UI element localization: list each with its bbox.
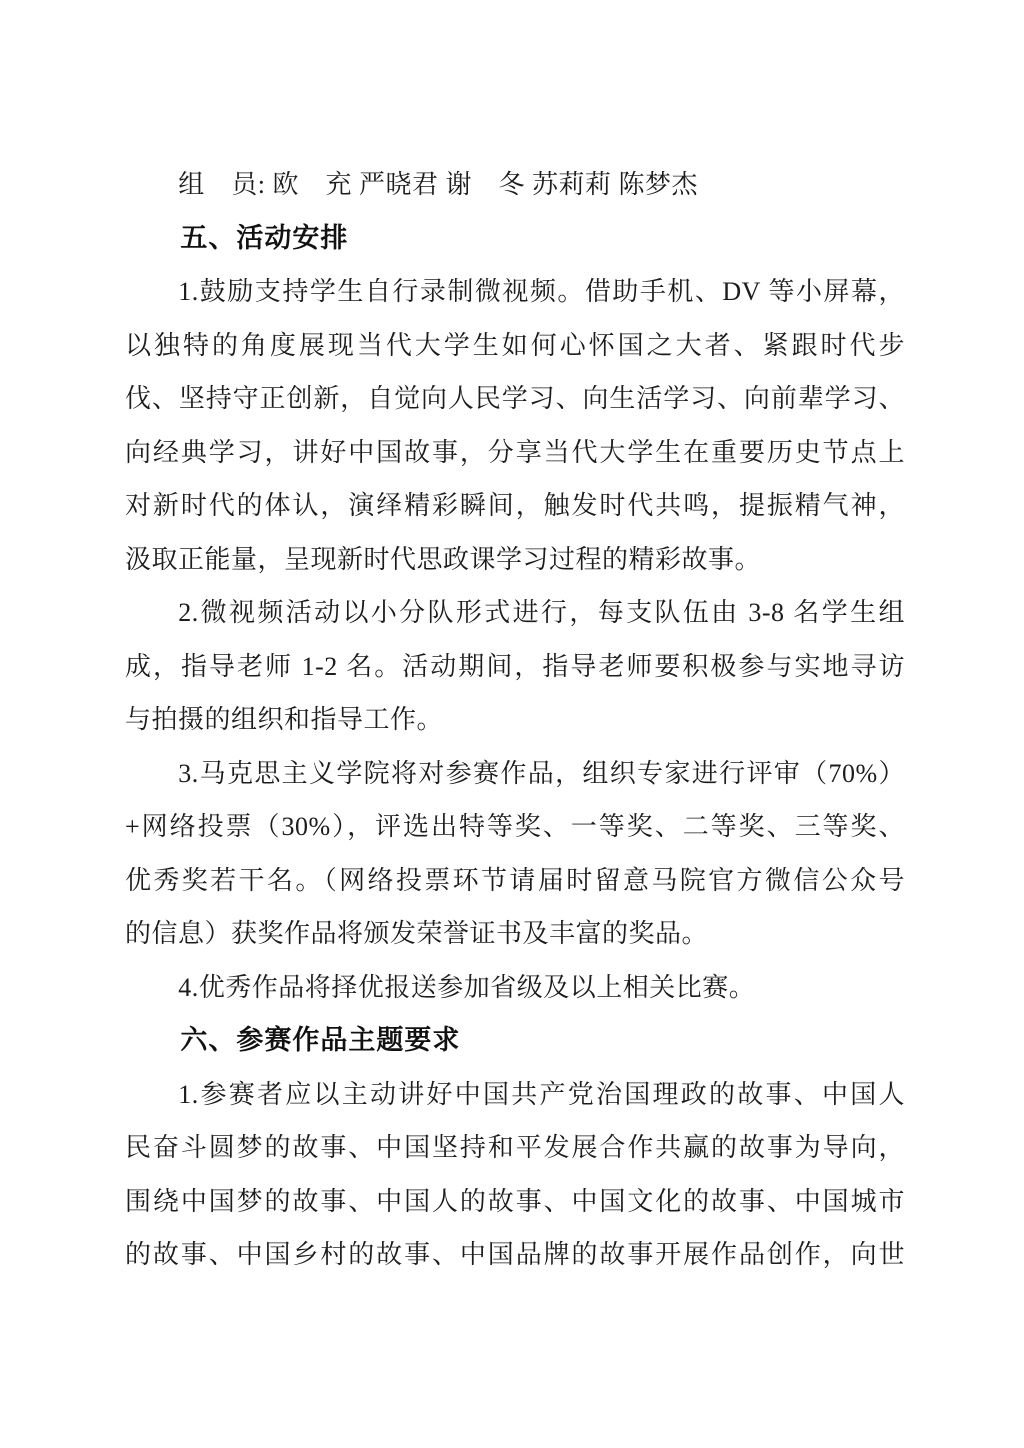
text-line: 2.微视频活动以小分队形式进行，每支队伍由 3-8 名学生组 xyxy=(178,598,905,627)
text-line: 围绕中国梦的故事、中国人的故事、中国文化的故事、中国城市 xyxy=(125,1186,905,1216)
text-line: 1.参赛者应以主动讲好中国共产党治国理政的故事、中国人 xyxy=(178,1079,905,1109)
text-line: 优秀奖若干名。（网络投票环节请届时留意马院官方微信公众号 xyxy=(125,865,905,895)
heading-entry-theme-requirements: 六、参赛作品主题要求 xyxy=(180,1025,461,1055)
text-line: 以独特的角度展现当代大学生如何心怀国之大者、紧跟时代步 xyxy=(125,330,905,360)
text-line: 对新时代的体认，演绎精彩瞬间，触发时代共鸣，提振精气神， xyxy=(125,491,905,520)
heading-activity-arrangement: 五、活动安排 xyxy=(180,222,349,253)
text-line: 4.优秀作品将择优报送参加省级及以上相关比赛。 xyxy=(178,972,756,1002)
member-list-line: 组 员: 欧 充 严晓君 谢 冬 苏莉莉 陈梦杰 xyxy=(178,170,699,199)
text-line: 汲取正能量，呈现新时代思政课学习过程的精彩故事。 xyxy=(125,544,762,574)
text-line: 民奋斗圆梦的故事、中国坚持和平发展合作共赢的故事为导向， xyxy=(125,1133,905,1162)
text-line: 伐、坚持守正创新，自觉向人民学习、向生活学习、向前辈学习、 xyxy=(125,384,905,413)
text-line: 的信息）获奖作品将颁发荣誉证书及丰富的奖品。 xyxy=(125,919,709,948)
text-line: +网络投票（30%），评选出特等奖、一等奖、二等奖、三等奖、 xyxy=(125,812,905,841)
text-line: 的故事、中国乡村的故事、中国品牌的故事开展作品创作，向世 xyxy=(125,1240,905,1269)
text-line: 向经典学习，讲好中国故事，分享当代大学生在重要历史节点上 xyxy=(125,437,905,467)
text-line: 与拍摄的组织和指导工作。 xyxy=(125,705,444,734)
text-line: 成，指导老师 1-2 名。活动期间，指导老师要积极参与实地寻访 xyxy=(125,651,905,681)
text-line: 1.鼓励支持学生自行录制微视频。借助手机、DV 等小屏幕， xyxy=(178,277,905,306)
text-line: 3.马克思主义学院将对参赛作品，组织专家进行评审（70%） xyxy=(178,758,905,788)
